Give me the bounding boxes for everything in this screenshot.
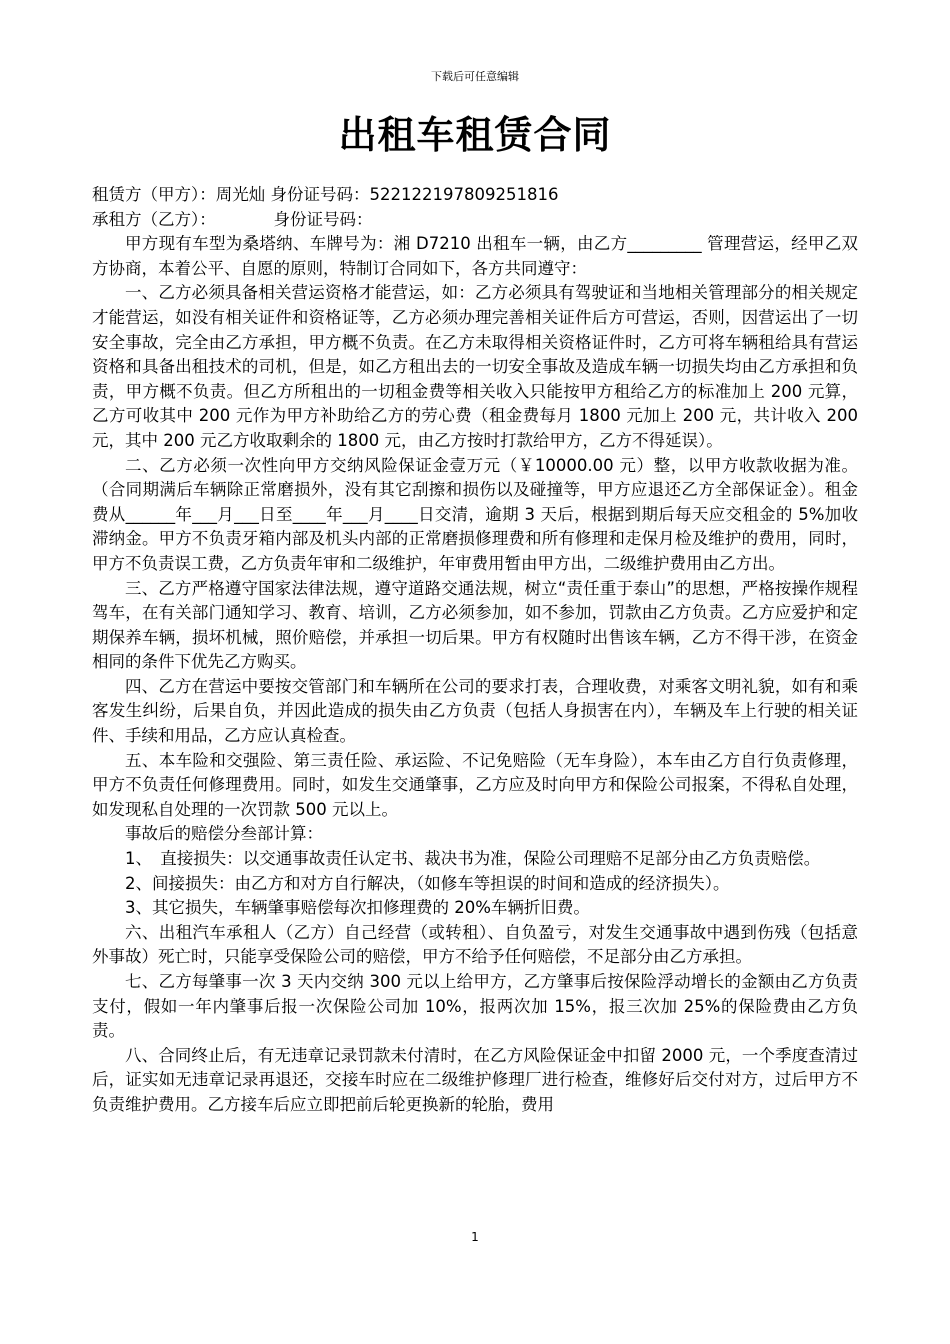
clause-2: 二、乙方必须一次性向甲方交纳风险保证金壹万元（￥10000.00 元）整，以甲方收款收据为准。（合同期满后车辆除正常磨损外，没有其它刮擦和损伤以及碰撞等，甲方应退还乙方全部保证金）。租金费从______年___月___日至____年___月____日交清，逾期 3 天后，根据到期后每天应交租金的 5%加收滞纳金。甲方不负责牙箱内部及机头内部的正常磨损修理费和所有修理和走保月检及维护的费用，同时，甲方不负责误工费，乙方负责年审和二级维护，年审费用暂由甲方出，二级维护费用由乙方出。: [92, 455, 858, 573]
clause-6: 六、出租汽车承租人（乙方）自己经营（或转租）、自负盈亏，对发生交通事故中遇到伤残（包括意外事故）死亡时，只能享受保险公司的赔偿，甲方不给予任何赔偿，不足部分由乙方承担。: [92, 922, 858, 967]
clause-3: 三、乙方严格遵守国家法律法规，遵守道路交通法规，树立“责任重于泰山”的思想，严格按操作规程驾车，在有关部门通知学习、教育、培训，乙方必须参加，如不参加，罚款由乙方负责。乙方应爱护和定期保养车辆，损坏机械，照价赔偿，并承担一切后果。甲方有权随时出售该车辆，乙方不得干涉，在资金相同的条件下优先乙方购买。: [92, 578, 858, 672]
lessee-line: 承租方（乙方）： 身份证号码：: [92, 209, 373, 229]
lessor-line: 租赁方（甲方）：周光灿 身份证号码：522122197809251816: [92, 185, 559, 204]
compensation-heading: 事故后的赔偿分叁部计算：: [125, 824, 323, 844]
page-number: 1: [471, 1230, 479, 1244]
intro-paragraph: 甲方现有车型为桑塔纳、车牌号为：湘 D7210 出租车一辆，由乙方_________ 管理营运，经甲乙双方协商，本着公平、自愿的原则，特制订合同如下，各方共同遵守：: [92, 234, 858, 278]
header-note: 下载后可任意编辑: [431, 70, 519, 83]
clause-1: 一、乙方必须具备相关营运资格才能营运，如：乙方必须具有驾驶证和当地相关管理部分的相关规定才能营运，如没有相关证件和资格证等，乙方必须办理完善相关证件后方可营运，否则，因营运出了一切安全事故，完全由乙方承担，甲方概不负责。在乙方未取得相关资格证件时，乙方可将车辆租给具有营运资格和具备出租技术的司机，但是，如乙方租出去的一切安全事故及造成车辆一切损失均由乙方承担和负责，甲方概不负责。但乙方所租出的一切租金费等相关收入只能按甲方租给乙方的标准加上 200 元算，乙方可收其中 200 元作为甲方补助给乙方的劳心费（租金费每月 1800 元加上 200 元，共计收入 200 元，其中 200 元乙方收取剩余的 1800 元，由乙方按时打款给甲方，乙方不得延误）。: [92, 283, 858, 450]
contract-body: [92, 183, 858, 1118]
clause-7: 七、乙方每肇事一次 3 天内交纳 300 元以上给甲方，乙方肇事后按保险浮动增长的金额由乙方负责支付，假如一年内肇事后报一次保险公司加 10%，报两次加 15%，报三次加 25%的保险费由乙方负责。: [92, 972, 858, 1041]
compensation-item-3: 3、其它损失，车辆肇事赔偿每次扣修理费的 20%车辆折旧费。: [125, 898, 590, 918]
clause-5: 五、本车险和交强险、第三责任险、承运险、不记免赔险（无车身险），本车由乙方自行负责修理，甲方不负责任何修理费用。同时，如发生交通肇事，乙方应及时向甲方和保险公司报案，不得私自处理，如发现私自处理的一次罚款 500 元以上。: [92, 750, 858, 819]
clause-4: 四、乙方在营运中要按交管部门和车辆所在公司的要求打表，合理收费，对乘客文明礼貌，如有和乘客发生纠纷，后果自负，并因此造成的损失由乙方负责（包括人身损害在内），车辆及车上行驶的相关证件、手续和用品，乙方应认真检查。: [92, 676, 858, 746]
compensation-item-2: 2、间接损失：由乙方和对方自行解决，（如修车等担误的时间和造成的经济损失）。: [125, 873, 730, 893]
clause-8: 八、合同终止后，有无违章记录罚款未付清时，在乙方风险保证金中扣留 2000 元，一个季度查清过后，证实如无违章记录再退还，交接车时应在二级维护修理厂进行检查，维修好后交付对方，过后甲方不负责维护费用。乙方接车后应立即把前后轮更换新的轮胎，费用: [92, 1045, 858, 1114]
compensation-item-1: 1、 直接损失：以交通事故责任认定书、裁决书为准，保险公司理赔不足部分由乙方负责赔偿。: [125, 849, 821, 869]
document-title: 出租车租赁合同: [338, 113, 612, 157]
